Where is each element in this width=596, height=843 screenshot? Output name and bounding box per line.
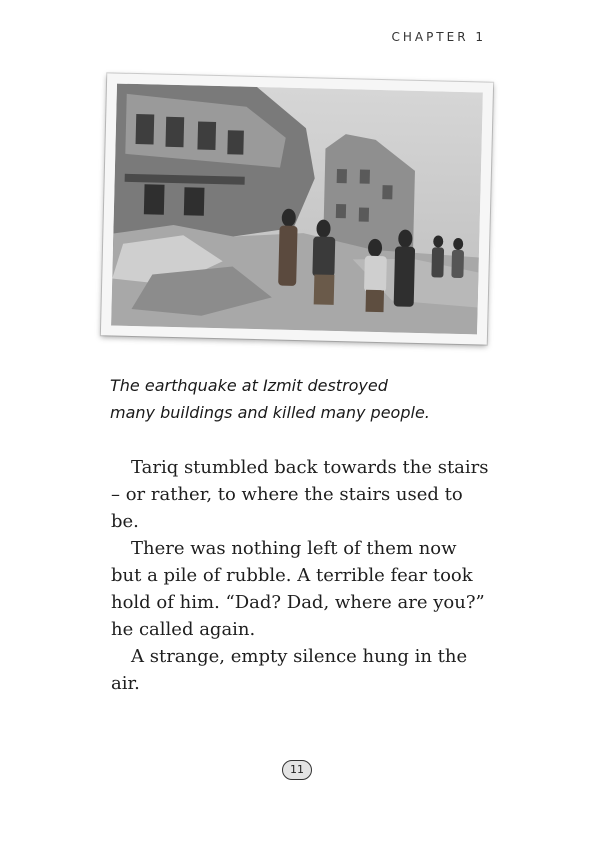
paragraph: A strange, empty silence hung in the air. <box>111 646 468 694</box>
caption-line: many buildings and killed many people. <box>110 403 430 422</box>
page-number: 11 <box>282 760 312 780</box>
earthquake-photo <box>101 73 493 344</box>
story-text <box>111 454 491 697</box>
paragraph: There was nothing left of them now but a pile of rubble. A terrible fear took hold of him. “Dad? Dad, where are you?” he called again. <box>111 538 485 640</box>
caption-line: The earthquake at Izmit destroyed <box>110 376 388 395</box>
chapter-header: CHAPTER 1 <box>391 30 486 44</box>
paragraph: Tariq stumbled back towards the stairs – or rather, to where the stairs used to be. <box>111 457 489 532</box>
photo-caption <box>110 372 510 426</box>
earthquake-photo-icon <box>111 84 483 335</box>
